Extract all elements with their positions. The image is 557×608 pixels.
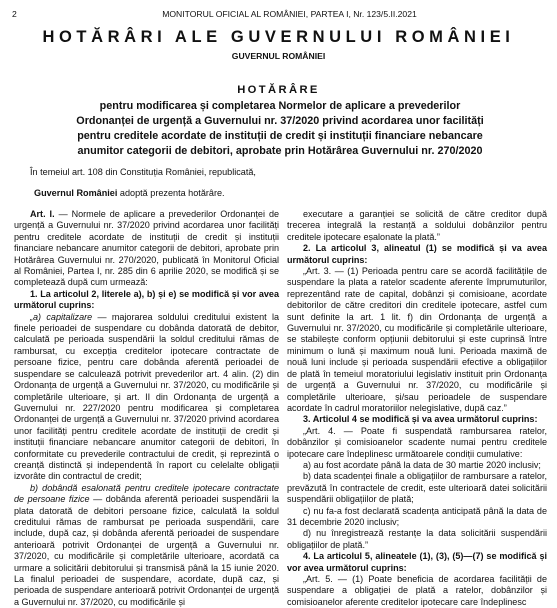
article-1-text: — Normele de aplicare a prevederilor Ordonanței de urgență a Guvernului nr. 37/2020 privind acordarea unor facilități pentru creditele acordate de instituții de credit și instituții financiare nebancare anumitor categorii de debitori, aprobate prin Hotărârea Guvernului nr. 270/2020, publicată în Monitorul Oficial al României, Partea I, nr. 285 din 6 aprilie 2020, se modifică și se completează după cum urmează: bbox=[14, 209, 280, 288]
point-2-heading: 2. La articolul 3, alineatul (1) se modifică și va avea următorul cuprins: bbox=[287, 243, 547, 265]
left-column bbox=[14, 209, 279, 608]
article-1-intro bbox=[14, 209, 279, 289]
main-title: HOTĂRÂRI ALE GUVERNULUI ROMÂNIEI bbox=[42, 28, 515, 46]
letter-b-text: — dobânda aferentă perioadei suspendării la plata datorată de debitori persoane fizice, calculată la soldul creditului rămas de rambursat pe perioada suspendării, care include, după caz, și dobânda aferentă perioadei de suspendare anterioară potrivit Ordonanței de urgență a Guvernului nr. 37/2020, cu modificările și completările ulterioare, acordată ca urmare a solicitării debitorului și transmisă până la 15 iunie 2020. La finalul perioadei de suspendare, acordate, după caz, și perioada de suspendare anterioară potrivit Ordonanței de urgență a Guvernului nr. 37/2020, cu modificările și bbox=[14, 494, 280, 607]
article-4-letter-a: a) au fost acordate până la data de 30 martie 2020 inclusiv; bbox=[303, 459, 541, 470]
article-3-text: „Art. 3. — (1) Perioada pentru care se acordă facilitățile de suspendare la plata a ratelor scadente aferente împrumuturilor, reprezentând rate de capital, dobânzi și comisioane, acordate debitorilor de către creditori din creditele ipotecare, astfel cum sunt definite la art. 1 lit. f) din Ordonanța de urgență a Guvernului nr. 37/2020, cu modificările și completările ulterioare, se stabilește conform opțiunii debitorului și este cuprinsă între minimum o lună și maximum nouă luni. Perioada maximă de nouă luni include și perioada suspendării efective a obligațiilor de plată în temeiul moratoriului legislativ instituit prin Ordonanța de urgență a Guvernului nr. 37/2020, cu modificările și completările ulterioare, și/sau perioadele de suspendare acordate în cadrul moratoriilor nelegislative, după caz.” bbox=[287, 266, 547, 413]
letter-a-term: „a) capitalizare bbox=[30, 311, 93, 322]
article-4-letter-b: b) data scadenței finale a obligațiilor de rambursare a ratelor, prevăzută în contractele de credit, este ulterioară datei solicitării suspendării obligațiilor de plată; bbox=[287, 471, 547, 505]
point-1-heading: 1. La articolul 2, literele a), b) și e) se modifică și vor avea următorul cuprins: bbox=[14, 288, 279, 311]
issuer-title: GUVERNUL ROMÂNIEI bbox=[231, 51, 326, 61]
page-number: 2 bbox=[12, 9, 17, 19]
letter-b-term: b) dobândă esalonată pentru creditele ipotecare contractate de persoane fizice bbox=[14, 482, 279, 505]
act-type-title: HOTĂRÂRE bbox=[237, 84, 320, 96]
article-4-letter-d: d) nu înregistrează restanțe la data solicitării suspendării obligațiilor de plată.” bbox=[287, 528, 547, 550]
act-title-line: Ordonanței de urgență a Guvernului nr. 37/2020 privind acordarea unor facilități bbox=[76, 114, 484, 127]
page-header bbox=[0, 8, 557, 22]
act-title bbox=[40, 99, 520, 159]
letter-a-paragraph bbox=[14, 312, 279, 483]
letter-b-paragraph bbox=[14, 483, 279, 608]
article-1-label: Art. I. bbox=[30, 209, 55, 219]
article-4-text: „Art. 4. — Poate fi suspendată rambursarea ratelor, dobânzilor și comisioanelor scadente numai pentru creditele ipotecare care îndeplinesc următoarele condiții cumulative: bbox=[287, 425, 547, 459]
article-5-text: „Art. 5. — (1) Poate beneficia de acordarea facilității de suspendare a obligației de plată a ratelor, dobânzilor și comisioanelor aferente creditelor ipotecare care îndeplinesc bbox=[287, 574, 547, 607]
letter-a-text: — majorarea soldului creditului existent la finele perioadei de suspendare cu dobânda datorată de debitor, calculată pe perioada suspendării la soldul creditului rămas de rambursat, cu excepția creditelor ipotecare contractate de persoane fizice, pentru care dobânda aferentă perioadei de suspendare se calculează potrivit prevederilor art. 4 alin. (2) din Ordonanța de urgență a Guvernului nr. 37/2020, cu modificările și completările ulterioare, și art. II din Ordonanța de urgență a Guvernului nr. 227/2020 pentru modificarea și completarea Ordonanței de urgență a Guvernului nr. 37/2020 privind acordarea unor facilități pentru creditele acordate de instituții de credit și instituții financiare nebancare anumitor categorii de debitori, în conformitate cu prevederile contractului de credit, și reprezintă o creanță distinctă și independentă în raport cu celelalte obligații izvorâte din contractul de credit; bbox=[14, 311, 279, 482]
legal-basis: În temeiul art. 108 din Constituția României, republicată, bbox=[30, 167, 256, 177]
article-4-letter-c: c) nu fa-a fost declarată scadența anticipată până la data de 31 decembrie 2020 inclusiv; bbox=[287, 505, 547, 527]
act-title-line: anumitor categorii de debitori, aprobate prin Hotărârea Guvernului nr. 270/2020 bbox=[77, 144, 483, 157]
right-column bbox=[287, 209, 547, 608]
adoption-formula bbox=[0, 188, 557, 198]
continued-text: executare a garanției se solicită de către creditor după trecerea integrală la restanță a soldului dobânzilor pentru creditele ipotecare eșalonate la plată.” bbox=[287, 209, 547, 242]
adopting-body: Guvernul României bbox=[34, 188, 118, 198]
point-3-heading: 3. Articolul 4 se modifică și va avea următorul cuprins: bbox=[303, 414, 538, 425]
running-head: MONITORUL OFICIAL AL ROMÂNIEI, PARTEA I, Nr. 123/5.II.2021 bbox=[162, 9, 417, 19]
act-title-line: pentru modificarea și completarea Normelor de aplicare a prevederilor bbox=[99, 100, 461, 112]
point-4-heading: 4. La articolul 5, alineatele (1), (3), (5)—(7) se modifică și vor avea următorul cuprins: bbox=[287, 551, 547, 573]
adoption-text: adoptă prezenta hotărâre. bbox=[117, 188, 225, 198]
act-title-line: pentru creditele acordate de instituții de credit și instituții financiare nebancare bbox=[77, 129, 483, 142]
